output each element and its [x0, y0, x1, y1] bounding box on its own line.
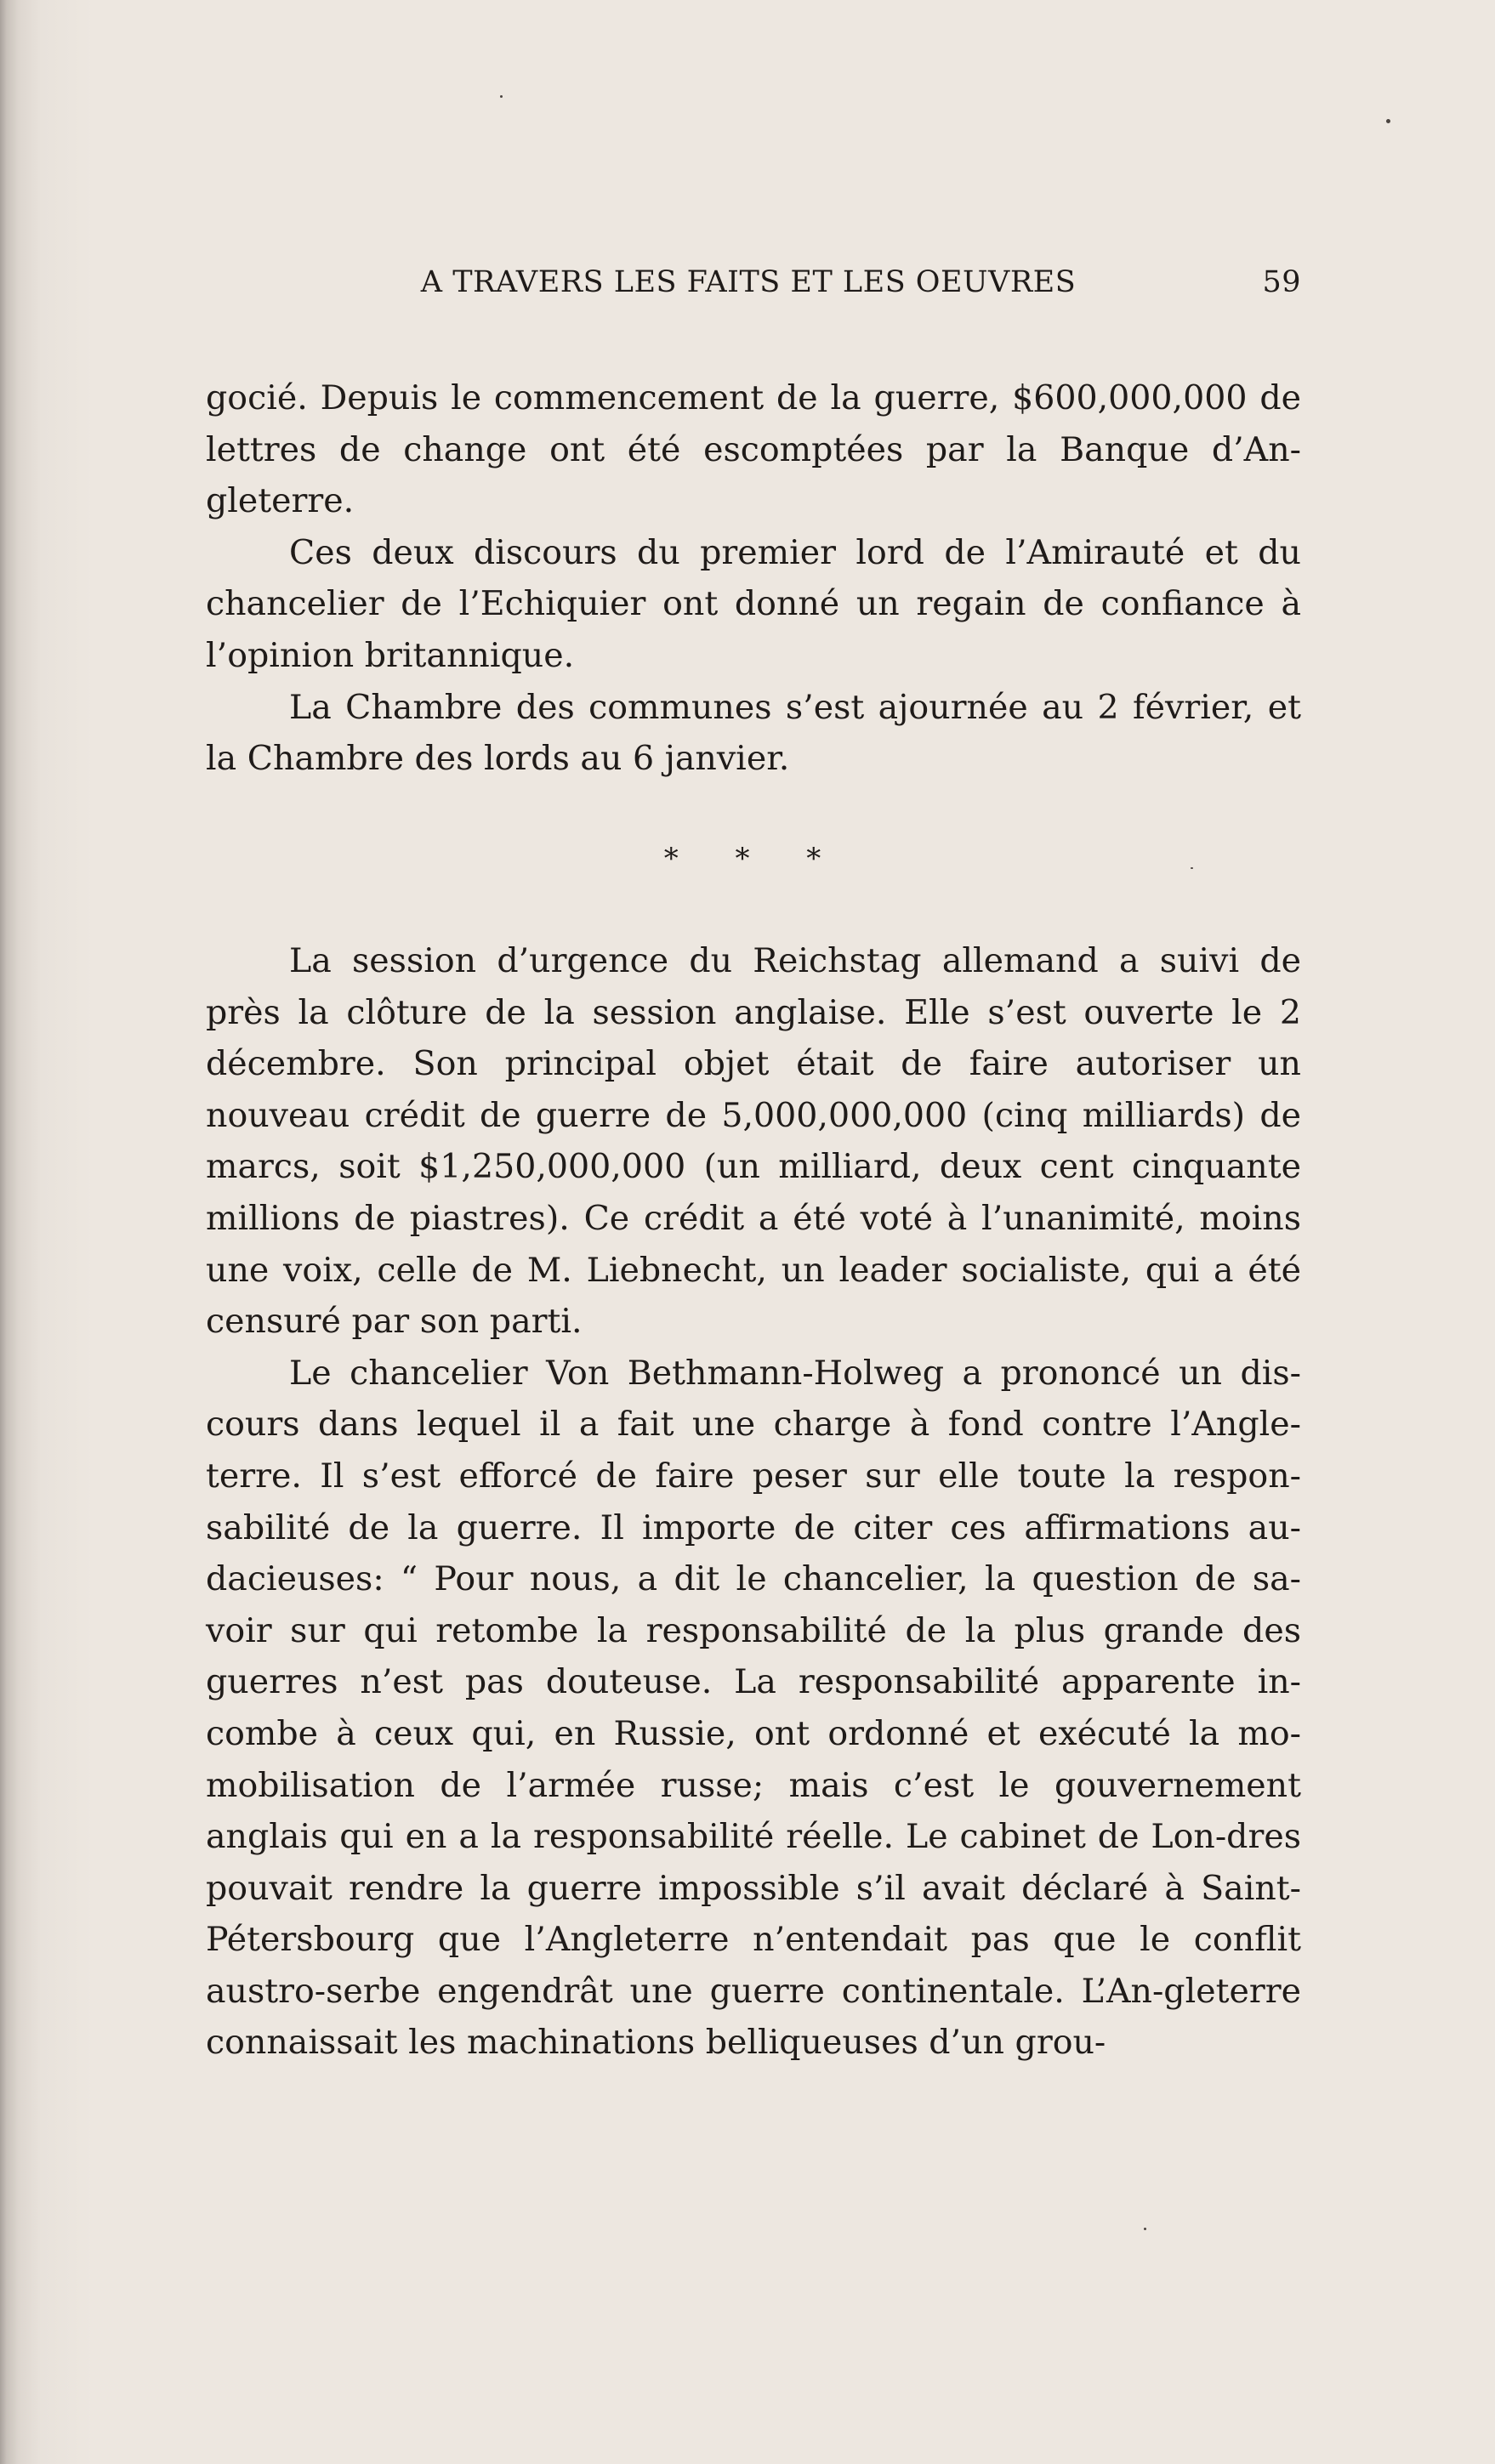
- running-head: [349, 265, 1301, 308]
- paper-speck: [1191, 867, 1193, 869]
- running-title: A TRAVERS LES FAITS ET LES OEUVRES: [420, 265, 1077, 299]
- section-separator: * * *: [663, 842, 845, 876]
- paragraph-reichstag-session: La session d’urgence du Reichstag allemand a suivi de près la clôture de la session anglaise. Elle s’est ouverte le 2 décembre. Son principal objet était de faire autoriser un nouveau crédit de guerre de 5,000,000,000 (cinq milliards) de marcs, soit $1,250,000,000 (un milliard, deux cent cinquante millions de piastres). Ce crédit a été voté à l’unanimité, moins une voix, celle de M. Liebnecht, un leader socialiste, qui a été censuré par son parti.: [206, 941, 1301, 1342]
- paper-speck: [500, 95, 503, 98]
- text-block-top: [206, 372, 1301, 785]
- paper-speck: [1386, 119, 1390, 123]
- paragraph-speeches-confidence: Ces deux discours du premier lord de l’Amirauté et du chancelier de l’Echiquier ont donné un regain de confiance à l’opinion britannique.: [206, 532, 1301, 675]
- page-number: 59: [1262, 265, 1301, 299]
- text-block-bottom: [206, 935, 1301, 2069]
- paragraph-chambers-adjourned: La Chambre des communes s’est ajournée au 2 février, et la Chambre des lords au 6 janvier.: [206, 687, 1301, 779]
- paragraph-chancellor-speech: Le chancelier Von Bethmann-Holweg a prononcé un dis-cours dans lequel il a fait une charge à fond contre l’Angle-terre. Il s’est efforcé de faire peser sur elle toute la respon-sabilité de la guerre. Il importe de citer ces affirmations au-dacieuses: “ Pour nous, a dit le chancelier, la question de sa-voir sur qui retombe la responsabilité de la plus grande des guerres n’est pas douteuse. La responsabilité apparente in-combe à ceux qui, en Russie, ont ordonné et exécuté la mo-mobilisation de l’armée russe; mais c’est le gouvernement anglais qui en a la responsabilité réelle. Le cabinet de Lon-dres pouvait rendre la guerre impossible s’il avait déclaré à Saint-Pétersbourg que l’Angleterre n’entendait pas que le conflit austro-serbe engendrât une guerre continentale. L’An-gleterre connaissait les machinations belliqueuses d’un grou-: [206, 1353, 1301, 2063]
- paper-speck: [1144, 2228, 1146, 2230]
- paragraph-continuation: gocié. Depuis le commencement de la guerre, $600,000,000 de lettres de change ont été escomptées par la Banque d’An-gleterre.: [206, 378, 1301, 521]
